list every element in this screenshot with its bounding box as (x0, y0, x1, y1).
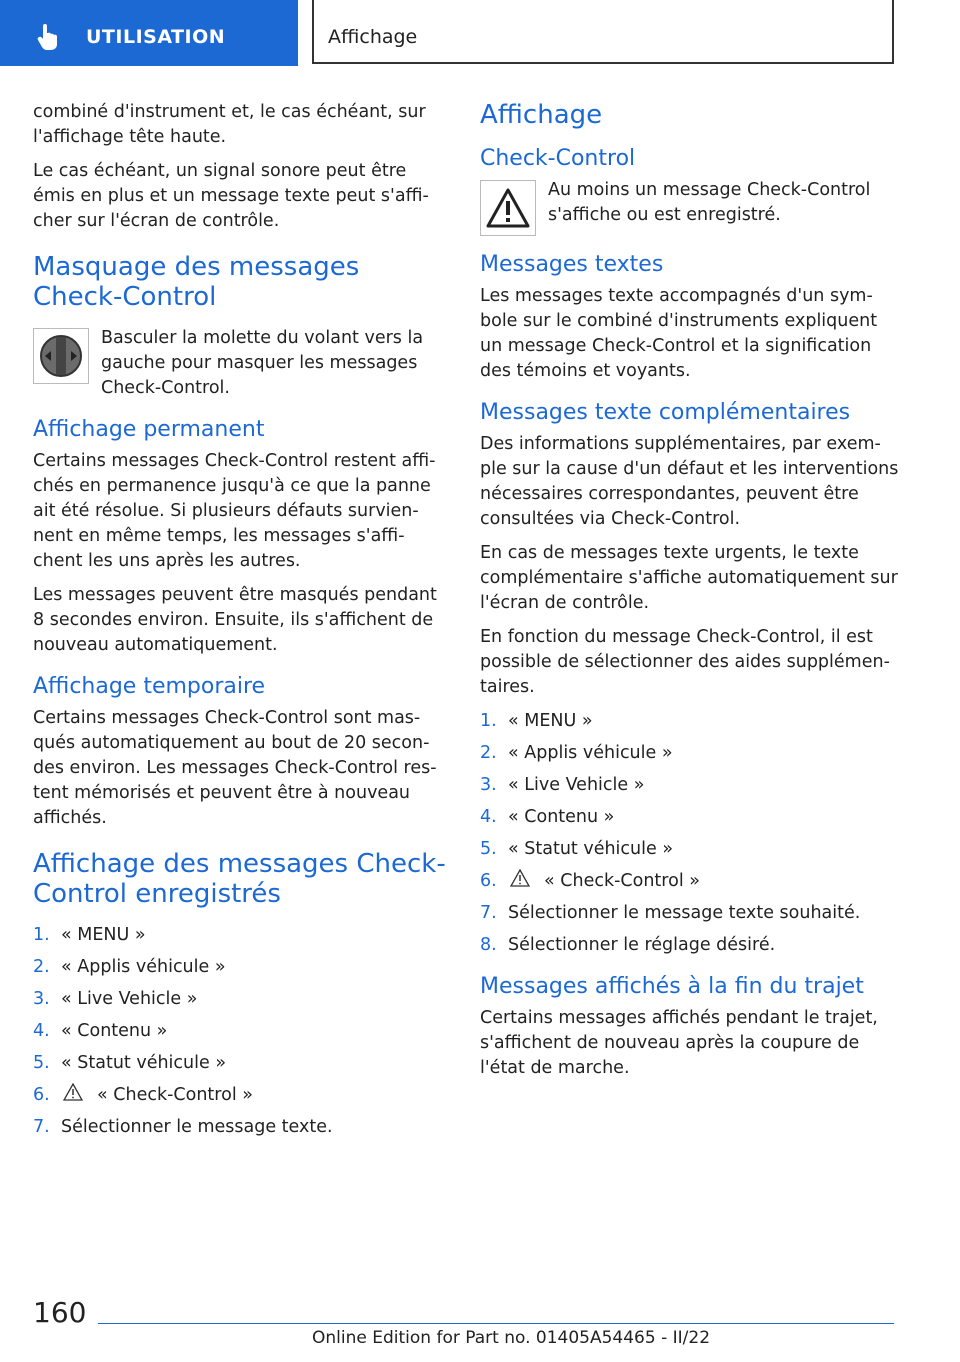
list-item: 1. « MENU » (480, 711, 593, 731)
compl-paragraph-1: Des informations supplémentaires, par exem-ple sur la cause d'un défaut et les interventions nécessaires correspondantes, peuvent être consultées via Check-Control. (480, 434, 899, 529)
warning-triangle-icon (63, 1083, 83, 1101)
section-tab (0, 0, 298, 66)
list-item: 3. « Live Vehicle » (33, 989, 198, 1009)
footer-edition: Online Edition for Part no. 01405A54465 - II/22 (312, 1328, 711, 1348)
compl-paragraph-2: En cas de messages texte urgents, le texte complémentaire s'affiche automatiquement sur l'écran de contrôle. (480, 543, 898, 613)
check-control-text: Au moins un message Check-Control s'affiche ou est enregistré. (548, 180, 871, 225)
heading-enregistres: Affichage des messages Check-Control enregistrés (33, 849, 446, 909)
list-item: 8. Sélectionner le réglage désiré. (480, 935, 776, 955)
warning-triangle-icon (510, 869, 530, 887)
heading-temporaire: Affichage temporaire (33, 674, 266, 699)
list-item: 1. « MENU » (33, 925, 146, 945)
list-item: 4. « Contenu » (33, 1021, 168, 1041)
masquage-block (33, 326, 453, 401)
list-item: 5. « Statut véhicule » (480, 839, 674, 859)
check-control-block (480, 178, 900, 236)
list-item: 7. Sélectionner le message texte souhaité. (480, 903, 861, 923)
heading-permanent: Affichage permanent (33, 417, 265, 442)
compl-paragraph-3: En fonction du message Check-Control, il est possible de sélectionner des aides supplémen-taires. (480, 627, 890, 697)
permanent-paragraph-2: Les messages peuvent être masqués pendant 8 secondes environ. Ensuite, ils s'affichent de nouveau automatiquement. (33, 585, 437, 655)
list-item: 7. Sélectionner le message texte. (33, 1117, 333, 1137)
list-item: 4. « Contenu » (480, 807, 615, 827)
list-item: 3. « Live Vehicle » (480, 775, 645, 795)
heading-affichage: Affichage (480, 100, 603, 130)
left-column (33, 100, 453, 1148)
list-item: 6. « Check-Control » (480, 871, 700, 891)
temporaire-paragraph-1: Certains messages Check-Control sont mas-qués automatiquement au bout de 20 secon-des environ. Les messages Check-Control res-tent mémorisés et peuvent être à nouveau affichés. (33, 708, 437, 828)
right-steps-list (480, 709, 900, 958)
list-item: 2. « Applis véhicule » (480, 743, 673, 763)
fin-paragraph-1: Certains messages affichés pendant le trajet, s'affichent de nouveau après la coupure de l'état de marche. (480, 1008, 878, 1078)
intro-paragraph-2: Le cas échéant, un signal sonore peut être émis en plus et un message texte peut s'affi-cher sur l'écran de contrôle. (33, 161, 429, 231)
section-label: UTILISATION (86, 26, 226, 48)
right-column (480, 100, 900, 1090)
masquage-text: Basculer la molette du volant vers la gauche pour masquer les messages Check-Control. (101, 328, 424, 398)
hand-pointer-icon (34, 22, 64, 52)
chapter-header (312, 0, 894, 64)
heading-complementaires: Messages texte complémentaires (480, 400, 851, 425)
steering-wheel-roller-icon (33, 328, 89, 384)
heading-check-control: Check-Control (480, 146, 636, 171)
intro-paragraph-1: combiné d'instrument et, le cas échéant, sur l'affichage tête haute. (33, 102, 426, 147)
list-item: 6. « Check-Control » (33, 1085, 253, 1105)
heading-messages-textes: Messages textes (480, 252, 664, 277)
list-item: 5. « Statut véhicule » (33, 1053, 227, 1073)
footer-divider (98, 1323, 894, 1324)
heading-fin-trajet: Messages affichés à la fin du trajet (480, 974, 864, 999)
textes-paragraph-1: Les messages texte accompagnés d'un sym-bole sur le combiné d'instruments expliquent un message Check-Control et la signification des témoins et voyants. (480, 286, 878, 381)
left-steps-list (33, 923, 453, 1140)
heading-masquage: Masquage des messages Check-Control (33, 252, 360, 312)
permanent-paragraph-1: Certains messages Check-Control restent affi-chés en permanence jusqu'à ce que la panne ait été résolue. Si plusieurs défauts survien-nent en même temps, les messages s'affi-chent les uns après les autres. (33, 451, 436, 571)
warning-triangle-icon (480, 180, 536, 236)
list-item: 2. « Applis véhicule » (33, 957, 226, 977)
page-number: 160 (33, 1296, 87, 1329)
chapter-title: Affichage (328, 26, 418, 48)
